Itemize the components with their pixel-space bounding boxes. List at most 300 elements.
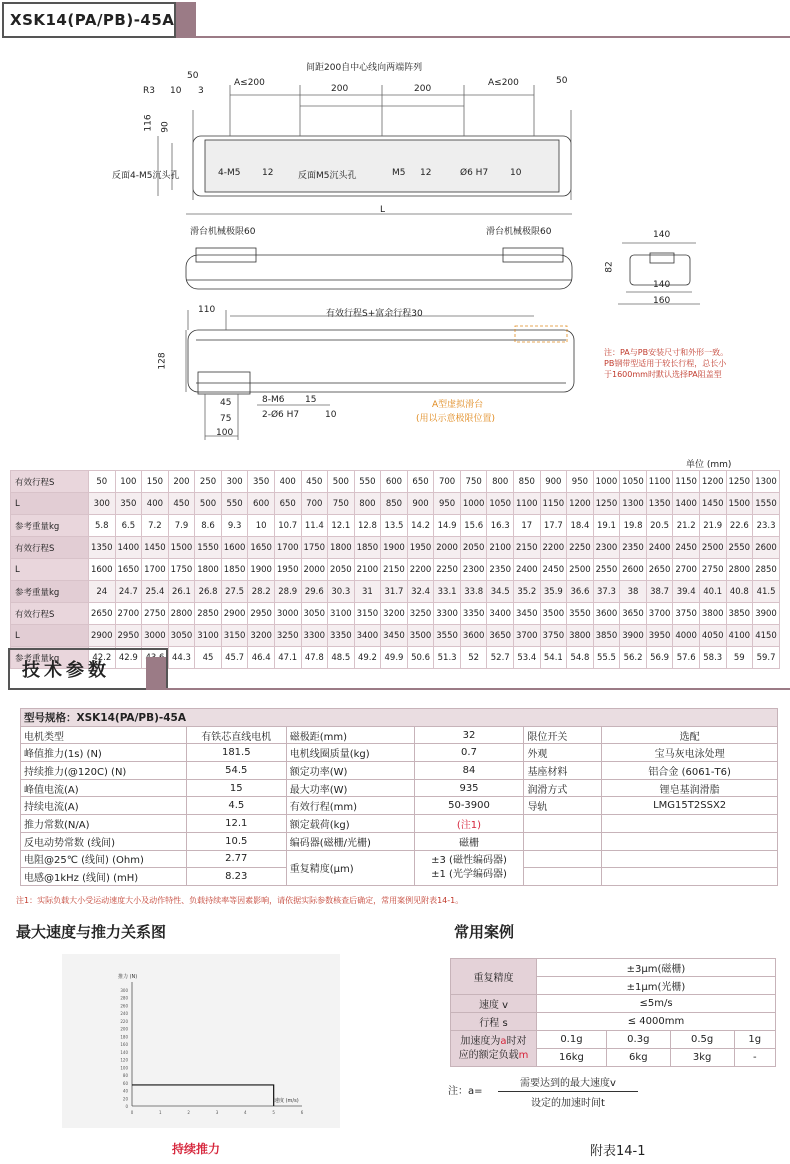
stroke-cell: 14.2: [407, 515, 434, 537]
stroke-cell: 2400: [514, 559, 541, 581]
stroke-cell: 37.3: [593, 581, 620, 603]
y-tick-label: 160: [120, 1042, 128, 1048]
stroke-cell: 150: [142, 471, 169, 493]
dim-50-right: 50: [556, 76, 568, 86]
pitch-label: 间距200自中心线向两端阵列: [306, 63, 423, 73]
case-accel-label: 加速度为a时对 应的额定负载m: [451, 1031, 537, 1067]
stroke-cell: 650: [274, 493, 301, 515]
stroke-cell: 56.9: [646, 647, 673, 669]
stroke-cell: 1850: [354, 537, 381, 559]
end-dim-160: 160: [653, 296, 671, 306]
stroke-cell: 300: [221, 471, 248, 493]
stroke-cell: 3800: [699, 603, 726, 625]
stroke-cell: 900: [540, 471, 567, 493]
stroke-cell: 17.7: [540, 515, 567, 537]
stroke-cell: 3500: [540, 603, 567, 625]
stroke-cell: 750: [328, 493, 355, 515]
stroke-cell: 2950: [115, 625, 142, 647]
callout-4-m5-depth: 12: [262, 168, 274, 178]
case-stroke-val: ≤ 4000mm: [537, 1013, 776, 1031]
stroke-row-label: L: [11, 559, 89, 581]
param-value: 12.1: [186, 815, 286, 833]
stroke-cell: 47.1: [274, 647, 301, 669]
x-tick-label: 3: [215, 1110, 219, 1115]
stroke-cell: 2450: [540, 559, 567, 581]
stroke-cell: 26.1: [168, 581, 195, 603]
stroke-cell: 4050: [699, 625, 726, 647]
stroke-cell: 950: [567, 471, 594, 493]
param-label: [524, 868, 602, 886]
stroke-cell: 2000: [434, 537, 461, 559]
x-tick-label: 2: [187, 1110, 190, 1115]
stroke-cell: 1450: [699, 493, 726, 515]
stroke-cell: 36.6: [567, 581, 594, 603]
stroke-cell: 3950: [646, 625, 673, 647]
param-value: 50-3900: [414, 797, 524, 815]
stroke-cell: 1600: [89, 559, 116, 581]
stroke-cell: 1800: [195, 559, 222, 581]
stroke-cell: 28.9: [274, 581, 301, 603]
stroke-cell: 57.6: [673, 647, 700, 669]
param-label: 最大功率(W): [286, 779, 414, 797]
params-row: [21, 726, 778, 744]
stroke-cell: 3500: [407, 625, 434, 647]
stroke-cell: 2100: [354, 559, 381, 581]
speed-chart-title: 最大速度与推力关系图: [16, 923, 167, 941]
stroke-cell: 2750: [142, 603, 169, 625]
stroke-cell: 10: [248, 515, 275, 537]
stroke-cell: 500: [328, 471, 355, 493]
x-tick-label: 1: [159, 1110, 162, 1115]
stroke-cell: 10.7: [274, 515, 301, 537]
stroke-cell: 200: [168, 471, 195, 493]
param-value: 宝马灰电泳处理: [602, 744, 778, 762]
param-value: 0.7: [414, 744, 524, 762]
stroke-cell: 250: [195, 471, 222, 493]
stroke-cell: 700: [301, 493, 328, 515]
stroke-cell: 25.4: [142, 581, 169, 603]
param-value: ±3 (磁性编码器) ±1 (光学编码器): [414, 850, 524, 885]
stroke-cell: 3100: [328, 603, 355, 625]
x-tick-label: 5: [272, 1110, 275, 1115]
stroke-cell: 2700: [115, 603, 142, 625]
stroke-cell: 3700: [514, 625, 541, 647]
stroke-cell: 3400: [487, 603, 514, 625]
param-label: 润滑方式: [524, 779, 602, 797]
case-load-1: 6kg: [606, 1049, 670, 1067]
param-label: 重复精度(μm): [286, 850, 414, 885]
stroke-cell: 1200: [699, 471, 726, 493]
stroke-cell: 1300: [620, 493, 647, 515]
stroke-cell: 58.3: [699, 647, 726, 669]
stroke-cell: 2200: [407, 559, 434, 581]
stroke-cell: 450: [301, 471, 328, 493]
section-rule: [166, 688, 790, 690]
stroke-cell: 1600: [221, 537, 248, 559]
param-value: 935: [414, 779, 524, 797]
callout-4-m5: 4-M5: [218, 168, 241, 178]
param-label: 额定载荷(kg): [286, 815, 414, 833]
stroke-cell: 2600: [753, 537, 780, 559]
stroke-row-label: L: [11, 625, 89, 647]
stroke-cell: 3550: [567, 603, 594, 625]
dim-3: 3: [198, 86, 204, 96]
dim-116: 116: [143, 114, 154, 132]
stroke-cell: 2850: [195, 603, 222, 625]
param-label: [524, 850, 602, 868]
y-tick-label: 120: [120, 1057, 128, 1063]
case-repeat-opt: ±1μm(光栅): [537, 977, 776, 995]
formula-numerator: 需要达到的最大速度v: [498, 1074, 638, 1092]
stroke-cell: 2050: [328, 559, 355, 581]
stroke-cell: 2800: [726, 559, 753, 581]
param-label: 磁极距(mm): [286, 726, 414, 744]
param-value: (注1): [414, 815, 524, 833]
stroke-cell: 30.3: [328, 581, 355, 603]
stroke-table-row: [11, 493, 780, 515]
param-value: 10.5: [186, 832, 286, 850]
page-title: XSK14(PA/PB)-45A: [10, 11, 175, 29]
stroke-cell: 2600: [620, 559, 647, 581]
stroke-row-label: 参考重量kg: [11, 581, 89, 603]
stroke-cell: 23.3: [753, 515, 780, 537]
params-row: [21, 815, 778, 833]
virtual-slider-sub: (用以示意极限位置): [416, 414, 496, 424]
param-value: 锂皂基润滑脂: [602, 779, 778, 797]
dim-a-right: A≤200: [488, 78, 519, 88]
param-label: 外观: [524, 744, 602, 762]
stroke-cell: 3350: [460, 603, 487, 625]
stroke-cell: 18.4: [567, 515, 594, 537]
params-footnote: 注1：实际负载大小受运动速度大小及动作特性、负载持续率等因素影响，请依据实际参数核查后确定，常用案例见附表14-1。: [16, 896, 464, 905]
stroke-cell: 13.5: [381, 515, 408, 537]
stroke-cell: 3900: [620, 625, 647, 647]
y-tick-label: 80: [122, 1073, 128, 1079]
dim-100: 100: [216, 428, 234, 438]
stroke-cell: 2450: [673, 537, 700, 559]
stroke-cell: 21.9: [699, 515, 726, 537]
stroke-cell: 14.9: [434, 515, 461, 537]
stroke-cell: 38: [620, 581, 647, 603]
stroke-table-row: [11, 625, 780, 647]
speed-chart-caption: 持续推力: [172, 1142, 221, 1156]
stroke-cell: 1100: [514, 493, 541, 515]
stroke-cell: 40.8: [726, 581, 753, 603]
stroke-cell: 31.7: [381, 581, 408, 603]
params-row: [21, 744, 778, 762]
param-value: LMG15T2SSX2: [602, 797, 778, 815]
case-load-0: 16kg: [537, 1049, 607, 1067]
stroke-cell: 12.1: [328, 515, 355, 537]
stroke-cell: 1650: [248, 537, 275, 559]
y-tick-label: 300: [120, 988, 128, 993]
cases-wrap: [450, 958, 776, 1067]
stroke-cell: 1650: [115, 559, 142, 581]
stroke-cell: 2100: [487, 537, 514, 559]
stroke-cell: 46.4: [248, 647, 275, 669]
stroke-cell: 2950: [248, 603, 275, 625]
param-value: [602, 868, 778, 886]
param-value: 4.5: [186, 797, 286, 815]
stroke-cell: 1450: [142, 537, 169, 559]
x-axis-label: 速度 (m/s): [274, 1098, 299, 1104]
stroke-cell: 3150: [221, 625, 248, 647]
stroke-cell: 3850: [593, 625, 620, 647]
stroke-cell: 22.6: [726, 515, 753, 537]
stroke-cell: 550: [354, 471, 381, 493]
stroke-cell: 38.7: [646, 581, 673, 603]
stroke-cell: 3650: [487, 625, 514, 647]
end-dim-140-bottom: 140: [653, 280, 671, 290]
stroke-row-label: 有效行程S: [11, 471, 89, 493]
stroke-cell: 16.3: [487, 515, 514, 537]
stroke-cell: 2150: [514, 537, 541, 559]
stroke-cell: 1550: [195, 537, 222, 559]
stroke-cell: 2300: [460, 559, 487, 581]
stroke-cell: 1250: [726, 471, 753, 493]
stroke-table-wrap: [10, 470, 780, 669]
case-repeat-mag: ±3μm(磁栅): [537, 959, 776, 977]
param-label: 编码器(磁栅/光栅): [286, 832, 414, 850]
case-accel-0: 0.1g: [537, 1031, 607, 1049]
stroke-cell: 800: [354, 493, 381, 515]
stroke-cell: 3300: [434, 603, 461, 625]
stroke-cell: 15.6: [460, 515, 487, 537]
stroke-cell: 3600: [460, 625, 487, 647]
stroke-cell: 450: [168, 493, 195, 515]
end-dim-82: 82: [604, 261, 615, 273]
speed-chart: [62, 954, 340, 1128]
stroke-cell: 2250: [567, 537, 594, 559]
dim-110: 110: [198, 305, 216, 315]
case-accel-2: 0.5g: [670, 1031, 734, 1049]
stroke-cell: 3150: [354, 603, 381, 625]
stroke-cell: 3300: [301, 625, 328, 647]
stroke-cell: 45: [195, 647, 222, 669]
param-value: 54.5: [186, 762, 286, 780]
stroke-cell: 1950: [274, 559, 301, 581]
top-view-plate: [205, 140, 559, 192]
stroke-cell: 2500: [699, 537, 726, 559]
case-stroke-label: 行程 s: [451, 1013, 537, 1031]
stroke-cell: 24.7: [115, 581, 142, 603]
y-tick-label: 60: [122, 1080, 128, 1086]
stroke-cell: 17: [514, 515, 541, 537]
stroke-cell: 2900: [221, 603, 248, 625]
stroke-cell: 2750: [699, 559, 726, 581]
stroke-cell: 1200: [567, 493, 594, 515]
stroke-cell: 3100: [195, 625, 222, 647]
stroke-cell: 2200: [540, 537, 567, 559]
param-label: 峰值推力(1s) (N): [21, 744, 187, 762]
stroke-cell: 35.9: [540, 581, 567, 603]
params-wrap: [20, 708, 778, 886]
param-value: 磁栅: [414, 832, 524, 850]
dim-length-l: L: [380, 205, 386, 215]
stroke-cell: 55.5: [593, 647, 620, 669]
stroke-table: [10, 470, 780, 669]
stroke-cell: 950: [434, 493, 461, 515]
y-tick-label: 240: [120, 1011, 128, 1017]
param-value: [602, 815, 778, 833]
stroke-cell: 400: [142, 493, 169, 515]
stroke-cell: 3200: [248, 625, 275, 647]
param-label: 基座材料: [524, 762, 602, 780]
formula-prefix: 注：a=: [448, 1086, 483, 1097]
stroke-cell: 550: [221, 493, 248, 515]
stroke-cell: 49.2: [354, 647, 381, 669]
stroke-cell: 4150: [753, 625, 780, 647]
stroke-cell: 29.6: [301, 581, 328, 603]
param-label: 电感@1kHz (线间) (mH): [21, 868, 187, 886]
stroke-cell: 21.2: [673, 515, 700, 537]
stroke-cell: 400: [274, 471, 301, 493]
param-value: 有铁芯直线电机: [186, 726, 286, 744]
stroke-cell: 2650: [89, 603, 116, 625]
param-label: [524, 832, 602, 850]
stroke-cell: 2550: [593, 559, 620, 581]
stroke-cell: 1400: [115, 537, 142, 559]
stroke-cell: 2900: [89, 625, 116, 647]
speed-chart-panel: [62, 954, 340, 1128]
param-label: 电机线圈质量(kg): [286, 744, 414, 762]
param-value: 84: [414, 762, 524, 780]
stroke-cell: 40.1: [699, 581, 726, 603]
stroke-cell: 700: [434, 471, 461, 493]
y-tick-label: 100: [120, 1065, 128, 1071]
stroke-cell: 5.8: [89, 515, 116, 537]
stroke-cell: 1150: [540, 493, 567, 515]
stroke-cell: 3350: [328, 625, 355, 647]
stroke-cell: 3050: [168, 625, 195, 647]
stroke-cell: 7.2: [142, 515, 169, 537]
stroke-cell: 1950: [407, 537, 434, 559]
stroke-cell: 51.3: [434, 647, 461, 669]
stroke-cell: 24: [89, 581, 116, 603]
stroke-cell: 600: [381, 471, 408, 493]
stroke-cell: 2050: [460, 537, 487, 559]
series-line-0: [132, 1085, 274, 1106]
stroke-cell: 2400: [646, 537, 673, 559]
stroke-cell: 2300: [593, 537, 620, 559]
params-row: [21, 779, 778, 797]
param-label: 反电动势常数 (线间): [21, 832, 187, 850]
stroke-cell: 600: [248, 493, 275, 515]
stroke-cell: 59.7: [753, 647, 780, 669]
y-axis-label: 推力 (N): [118, 974, 138, 980]
param-label: 电阻@25℃ (线间) (Ohm): [21, 850, 187, 868]
case-accel-3: 1g: [734, 1031, 776, 1049]
param-label: [524, 815, 602, 833]
stroke-cell: 1250: [593, 493, 620, 515]
limit-right: 滑台机械极限60: [486, 227, 552, 237]
stroke-table-row: [11, 515, 780, 537]
stroke-cell: 2650: [646, 559, 673, 581]
stroke-cell: 3850: [726, 603, 753, 625]
y-tick-label: 140: [120, 1049, 128, 1055]
header-accent: [176, 2, 196, 38]
stroke-cell: 44.3: [168, 647, 195, 669]
stroke-cell: 850: [514, 471, 541, 493]
param-value: 选配: [602, 726, 778, 744]
param-label: 额定功率(W): [286, 762, 414, 780]
header-rule: [196, 36, 790, 38]
dim-r3: R3: [143, 86, 155, 96]
stroke-cell: 3200: [381, 603, 408, 625]
stroke-cell: 3550: [434, 625, 461, 647]
param-label: 峰值电流(A): [21, 779, 187, 797]
y-tick-label: 0: [125, 1104, 128, 1109]
stroke-cell: 350: [115, 493, 142, 515]
stroke-cell: 2350: [620, 537, 647, 559]
case-repeat-label: 重复精度: [451, 959, 537, 995]
stroke-cell: 54.8: [567, 647, 594, 669]
stroke-cell: 2000: [301, 559, 328, 581]
stroke-cell: 12.8: [354, 515, 381, 537]
cases-table: [450, 958, 776, 1067]
cases-title: 常用案例: [454, 923, 515, 941]
stroke-cell: 3000: [274, 603, 301, 625]
stroke-cell: 1850: [221, 559, 248, 581]
stroke-table-row: [11, 581, 780, 603]
param-label: 限位开关: [524, 726, 602, 744]
stroke-cell: 48.5: [328, 647, 355, 669]
stroke-cell: 3800: [567, 625, 594, 647]
stroke-cell: 11.4: [301, 515, 328, 537]
stroke-cell: 1350: [89, 537, 116, 559]
stroke-row-label: 参考重量kg: [11, 647, 89, 669]
case-speed-val: ≤5m/s: [537, 995, 776, 1013]
dim-50-left: 50: [187, 71, 199, 81]
stroke-cell: 2250: [434, 559, 461, 581]
stroke-cell: 47.8: [301, 647, 328, 669]
model-label: 型号规格：XSK14(PA/PB)-45A: [21, 709, 778, 727]
stroke-cell: 33.8: [460, 581, 487, 603]
stroke-cell: 27.5: [221, 581, 248, 603]
stroke-cell: 39.4: [673, 581, 700, 603]
stroke-table-row: [11, 471, 780, 493]
params-row: [21, 762, 778, 780]
param-label: 有效行程(mm): [286, 797, 414, 815]
stroke-cell: 3250: [274, 625, 301, 647]
param-label: 持续推力(@120C) (N): [21, 762, 187, 780]
stroke-cell: 52.7: [487, 647, 514, 669]
cases-caption: 附表14-1: [590, 1144, 646, 1159]
stroke-cell: 3400: [354, 625, 381, 647]
stroke-cell: 1750: [301, 537, 328, 559]
stroke-cell: 50.6: [407, 647, 434, 669]
stroke-cell: 1350: [646, 493, 673, 515]
dim-a-left: A≤200: [234, 78, 265, 88]
callout-8-m6-depth: 15: [305, 395, 317, 405]
stroke-cell: 59: [726, 647, 753, 669]
stroke-cell: 3450: [381, 625, 408, 647]
callout-m5-depth: 12: [420, 168, 432, 178]
stroke-cell: 650: [407, 471, 434, 493]
stroke-row-label: 参考重量kg: [11, 515, 89, 537]
dim-r3-depth: 10: [170, 86, 182, 96]
case-speed-label: 速度 v: [451, 995, 537, 1013]
stroke-cell: 1000: [460, 493, 487, 515]
param-value: 铝合金 (6061-T6): [602, 762, 778, 780]
stroke-cell: 6.5: [115, 515, 142, 537]
stroke-cell: 1150: [673, 471, 700, 493]
stroke-cell: 300: [89, 493, 116, 515]
stroke-cell: 2500: [567, 559, 594, 581]
stroke-cell: 350: [248, 471, 275, 493]
y-tick-label: 280: [120, 995, 128, 1001]
stroke-cell: 3600: [593, 603, 620, 625]
